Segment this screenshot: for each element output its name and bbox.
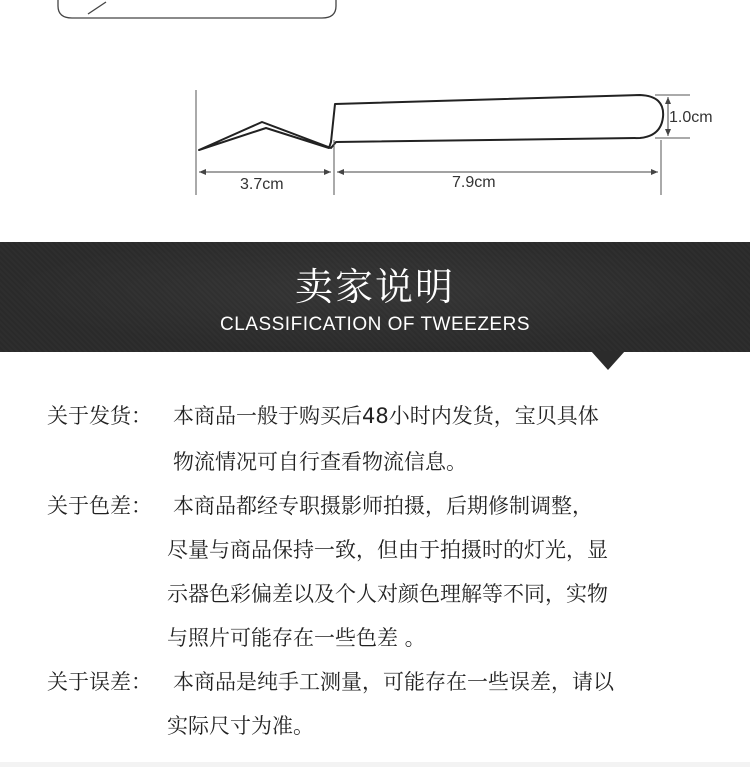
tweezers-drawing [0, 0, 750, 242]
note-line: 与照片可能存在一些色差 。 [167, 626, 426, 650]
note-line: 尽量与商品保持一致，但由于拍摄时的灯光，显 [167, 538, 608, 562]
note-label: 关于色差： [47, 494, 152, 518]
note-line: 本商品是纯手工测量，可能存在一些误差，请以 [173, 670, 614, 694]
body-length-label: 7.9cm [452, 174, 496, 191]
note-label: 关于发货： [47, 404, 152, 428]
note-line: 本商品都经专职摄影师拍摄，后期修制调整， [173, 494, 593, 518]
note-line: 物流情况可自行查看物流信息。 [173, 450, 467, 474]
seller-notes-banner [0, 242, 750, 352]
tweezer-outline [199, 95, 663, 150]
banner-pointer [591, 351, 625, 370]
width-label: 1.0cm [669, 109, 713, 126]
tweezers-dimension-diagram [0, 0, 750, 242]
note-line: 实际尺寸为准。 [167, 714, 314, 738]
banner-subtitle: CLASSIFICATION OF TWEEZERS [220, 314, 530, 335]
bottom-divider [0, 762, 750, 767]
previous-frame-edge [58, 0, 336, 18]
tip-length-label: 3.7cm [240, 176, 284, 193]
note-line: 本商品一般于购买后48小时内发货，宝贝具体 [173, 404, 599, 428]
previous-tweezer-tip [88, 2, 106, 14]
note-label: 关于误差： [47, 670, 152, 694]
note-line: 示器色彩偏差以及个人对颜色理解等不同，实物 [167, 582, 608, 606]
banner-title: 卖家说明 [294, 265, 455, 309]
